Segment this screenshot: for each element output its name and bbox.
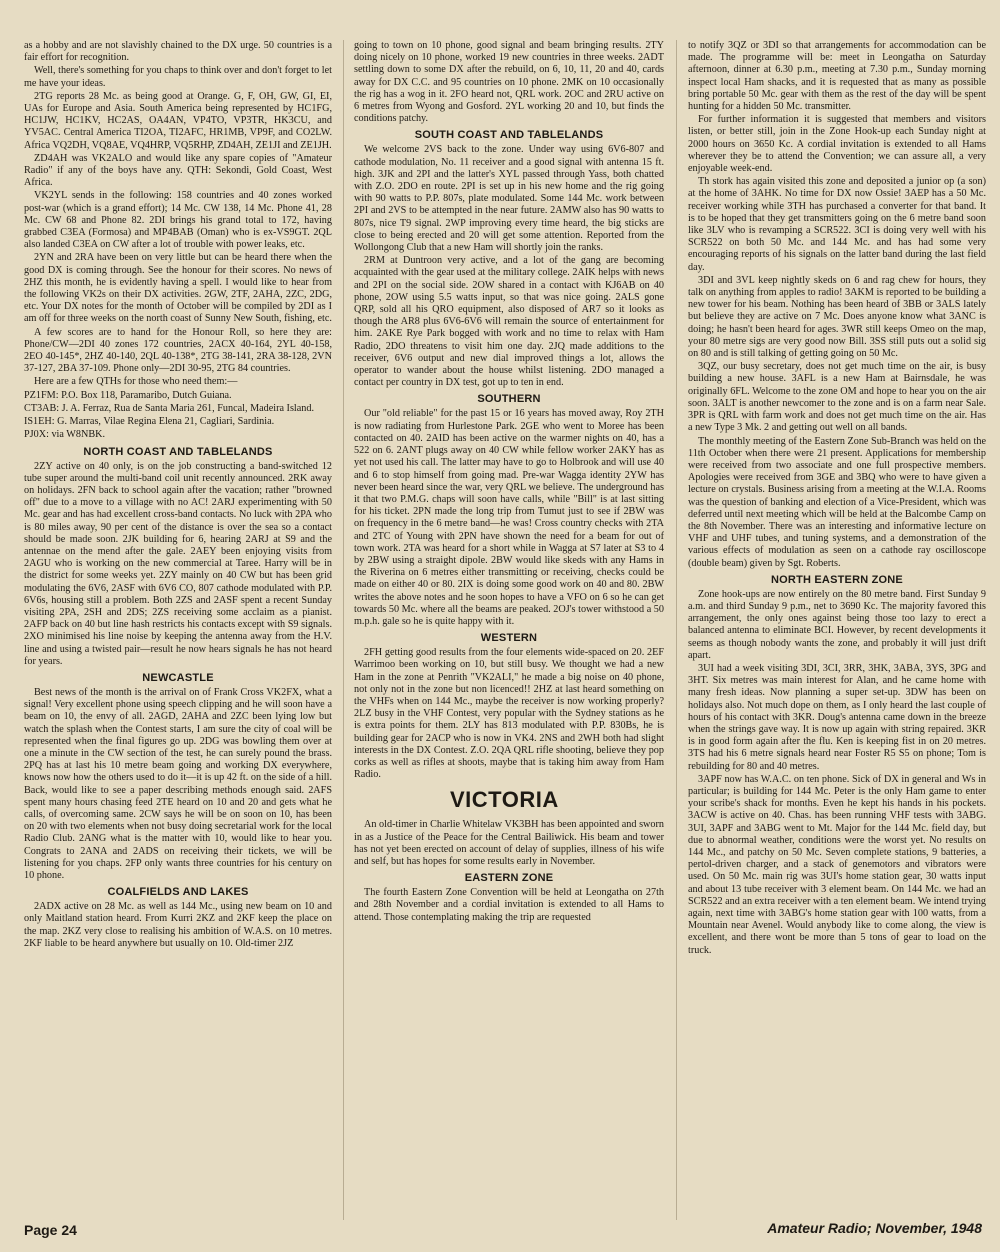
- paragraph: Best news of the month is the arrival on of Frank Cross VK2FX, what a signal! Very excellent phone using speech clipping and he will soon have a beam on 10, the envy of all. 2AGD, 2AHA and 2ZC been lying low but watch the splash when the Contest starts, I am sure the city of coal will be represented when the final figures go up. 2DG was bowling them over at one a minute in the CW section of the test, he can surely pound the brass. 2PQ has at last his 10 metre beam going and working DX everywhere, knows now how the others used to do it—it is up 42 ft. on the side of a hill. Back, would like to see a paper describing methods enough said. 2AFS spent many hours chasing feed 2TE heard on 10 and 20 and gets what he calls, of overcoming same. 2CW says he will be on soon on 10, has been on 20 with two elements when not busy doing secretarial work for the local Radio Club. 2ANG what is the matter with 10, would like to hear you. Congrats to 2ANA and 2ADS on receiving their tickets, we will be listening for you chaps. 2FP only wants three countries for his century on 10 phone.: [24, 686, 332, 881]
- paragraph: Th stork has again visited this zone and deposited a junior op (a son) at the home of 3AHK. No time for DX now Ossie! 3AEP has a 50 Mc. receiver working while 3TH has purchased a converter for that band. It is to be hoped that they get transmitters going on the 6 metre band soon like 3LV who is revamping a SCR522. 3CI is doing very well with his SCR522 on both 50 Mc. and 144 Mc. and has had some very encouraging reports of his signals on the latter band during the last field day.: [688, 176, 986, 273]
- section-heading: WESTERN: [480, 632, 538, 645]
- page-number: Page 24: [24, 1222, 77, 1238]
- qth-entry: PZ1FM: P.O. Box 118, Paramaribo, Dutch Guiana.: [24, 389, 232, 401]
- paragraph: 2YN and 2RA have been on very little but can be heard there when the good DX is coming through. See the honour for their scores. No news of 2HZ this month, he is evidently having a spell. I would like to hear from the following VK2s on their DX activities. 2GW, 2TF, 2AHA, 2ZC, 2DG, etc. Your DX notes for the month of October will be compiled by 2DI as I am off for three weeks on the north coast of Sunny New South, fishing, etc.: [24, 252, 332, 325]
- paragraph: 3QZ, our busy secretary, does not get much time on the air, is busy building a new house. 3AFL is a new Ham at Bairnsdale, he was originally 6FL. Welcome to the zone OM and hope to hear you on the air soon. 3ALT is another newcomer to the zone and is on a farm near Sale. 3PR is QRL with farm work and does not get much time on the air. Has a new Type 3 Mk. 2 and getting out well on all bands.: [688, 361, 986, 434]
- column-right: [688, 40, 986, 1220]
- paragraph: going to town on 10 phone, good signal and beam bringing results. 2TY doing nicely on 10 phone, worked 19 new countries in three weeks. 2ADT settling down to some DX after the rebuild, on 6, 10, 11, 20 and 40, cards away for DX C.C. and 95 countries on 10 phone. 2MK on 10 occasionally the rig has a wog in it. 2FO heard not, QRL work. 2OC and 2RU active on 6 metres from Wyong and Gosford. 2YL working 20 and 10, but finds the conditions patchy.: [354, 40, 664, 125]
- paragraph: We welcome 2VS back to the zone. Under way using 6V6-807 and cathode modulation, No. 11 receiver and a good signal with antenna 15 ft. high. 3JK and 2PI and the latter's XYL passed through Yass, both chatted with Z.O. 2DO en route. 2PI is set up in his new home and the rig going with 90 watts to P.P. 807s, plate modulated. Some 144 Mc. work between 2PI and 2VS to be attempted in the near future. 2AMW also has 90 watts to 807s, nice T9 signal. 2WP improving every time heard, the big sticks are close to being erected and 20 will get some attention. Reported from the Wollongong Club that a new Ham will shortly join the ranks.: [354, 144, 664, 254]
- section-heading: EASTERN ZONE: [464, 872, 554, 885]
- section-heading: NORTH EASTERN ZONE: [771, 573, 903, 586]
- paragraph: 2FH getting good results from the four elements wide-spaced on 20. 2EF Warrimoo been working on 10, but still busy. We thought we had a new Ham in the zone at Penrith "VK2ALI," he made a big noise on 40 phone, not only not in the zone but non licenced!! 2HZ at last heard something on the VHFs when on 144 Mc., maybe the receiver is now working properly? 2LZ busy in the VHF Contest, very popular with the Sydney stations as he is extra points for them. 2LY has 813 modulated with P.P. 830Bs, he is building gear for 2ACP who is now in VK4. 2NS and 2WH both had slight interests in the DX Contest. Z.O. 2QA QRL rifle shooting, believe they pop corks as well as rifles at shoots, maybe that is taking him away from Ham Radio.: [354, 647, 664, 781]
- paragraph: Zone hook-ups are now entirely on the 80 metre band. First Sunday 9 a.m. and third Sunday 9 p.m., net to 3690 Kc. The majority favored this arrangement, the only ones against being those too lazy to erect a balanced antenna to eliminate BCI. However, by recent developments it seems as though nobody wants the zone, and probably it will just drift apart.: [688, 588, 986, 661]
- section-heading: NORTH COAST AND TABLELANDS: [83, 445, 273, 458]
- paragraph: An old-timer in Charlie Whitelaw VK3BH has been appointed and sworn in as a Justice of the Peace for the Central Bailiwick. His beam and tower has not yet been erected on account of delay of supplies, illness of his wife and self, but has hopes for some results early in November.: [354, 819, 664, 867]
- paragraph: Well, there's something for you chaps to think over and don't forget to let me have your ideas.: [24, 65, 332, 89]
- paragraph: For further information it is suggested that members and visitors listen, or better still, join in the Zone Hook-up each Sunday night at 2000 hours on 3650 Kc. A cordial invitation is extended to all Hams wherever they be to attend the Convention; we can assure all, a very enjoyable week-end.: [688, 114, 986, 175]
- paragraph: The fourth Eastern Zone Convention will be held at Leongatha on 27th and 28th November and a cordial invitation is extended to all Hams to attend. Those contemplating making the trip are requested: [354, 887, 664, 923]
- paragraph: Here are a few QTHs for those who need them:—: [34, 376, 238, 388]
- qth-entry: CT3AB: J. A. Ferraz, Rua de Santa Maria 261, Funcal, Madeira Island.: [24, 402, 314, 414]
- paragraph: 3UI had a week visiting 3DI, 3CI, 3RR, 3HK, 3ABA, 3YS, 3PG and 3HT. Six metres was main interest for Alan, and he came home with many fresh ideas. Now planning a super set-up. 3DW has been on holidays also. Not much dope on them, as I only heard the last couple of hours of his contact with 3KR. Doug's antenna came down in the breeze when the strings gave way. It is now up again with string repaired. 3KR is in good form again after the flu. Ken is keeping fist in on 20 metres. 3TS had his 6 metre signals heard near Foster R5 S5 on phone; Tom is rebuilding for 80 and 40 metres.: [688, 662, 986, 772]
- qth-list: [24, 390, 332, 442]
- paragraph: as a hobby and are not slavishly chained to the DX urge. 50 countries is a fair effort for recognition.: [24, 40, 332, 64]
- paragraph: 3DI and 3VL keep nightly skeds on 6 and rag chew for hours, they talk on anything from apples to radio! 3AKM is reported to be building a new tower for his beam. Nothing has been heard of 3BB or 3ALS lately but believe they are active on 7 Mc. Does anyone know what 3ANC is doing; he hasn't been heard for ages. 3WR still keeps Omeo on the map, your 80 metre sigs are very good now Bill. 3SS still puts out a solid sig on 80 and is still talking of getting going on 50 Mc.: [688, 274, 986, 360]
- paragraph: 2ADX active on 28 Mc. as well as 144 Mc., using new beam on 10 and only Maitland station heard. From Kurri 2KZ and 2KF keep the place on the map. 2KZ very close to realising his ambition of W.A.S. on 10 metres. 2KF liable to be heard anywhere but usually on 10. Old-timer 2JZ: [24, 901, 332, 949]
- paragraph: 3APF now has W.A.C. on ten phone. Sick of DX in general and Ws in particular; is building for 144 Mc. Peter is the only Ham game to enter your scribe's shack for months. Even he kept his hands in his pockets. 3ACW is active on 40. Chas. has been running VHF tests with 3ABG. 3UI, 3APF and 3ABG went to Mt. Major for the 144 Mc. field day, but due to abnormal weather, conditions were the worst yet. No results on 144 Mc., and patchy on 50 Mc. Seven complete stations, 9 batteries, a pertol-driven charger, and a stack of genemotors and vibrators were used. On 50 Mc. main rig was 3UI's home station gear, 30 watts input and about 13 tube receiver with 3 element beam. On 144 Mc. we had an SCR522 and an extra receiver with a ten element beam. We intend trying again, next time with 3ABG's home station gear with 100 watts, from a Mountain near Avenel. Would anybody like to come along, the view is excellent, and there wont be more than 5 tons of gear to load on the truck.: [688, 773, 986, 956]
- paragraph: VK2YL sends in the following: 158 countries and 40 zones worked post-war (which is a grand effort); 14 Mc. CW 138, 14 Mc. Phone 41, 28 Mc. CW 68 and Phone 82. 2DI brings his grand total to 172, having grabbed C3EA (Formosa) and MP4BAB (Oman) who is ex-VS9GT. 2QL also landed C3EA on CW after a lot of trouble with power leaks, etc.: [24, 190, 332, 251]
- paragraph: 2RM at Duntroon very active, and a lot of the gang are becoming acquainted with the gear used at the military college. 2AIK helps with news and 2PI on the social side. 2OW shared in a contact with KJ6AB on 40 phone, 2OW using 5.5 watts input, so that was nice going. 2ALS gone QRP, sold all his QRO equipment, also disposed of AR7 so it looks as though the AR8 plus 6V6-6V6 will remain the source of entertainment for him. 2AKE Rye Park bogged with work and no time to relax with Ham Radio, 2DO threatens to visit him one day. 2JQ made additions to the receiver, 6V6 output and new dial improved things a lot, allows the operator to wander about the house whilst listening. 2DO managed a contact per country in DX test, got up to ten in end.: [354, 255, 664, 389]
- section-heading: NEWCASTLE: [142, 671, 214, 684]
- paragraph: 2ZY active on 40 only, is on the job constructing a band-switched 12 tube super around the multi-band coil unit recently announced. 2RK away on holidays. 2FN back to school again after the vacation; rather "browned off" due to a move to a village with no AC! 2ARJ experimenting with 50 Mc. gear and has had excellent cross-band contacts. No luck with 2PA who is 80 miles away, 90 per cent of the distance is over the sea so a contact should be made soon. 2JK building for 6, hearing 2ARJ at S9 and the antennae on the mend after the gale. 2AEY been enjoying visits from 2AGU who is working on the new commercial at Taree. Harry will be in the district for some weeks yet. 2ZY mainly on 40 CW but has been grid modulating the 6V6, 2ASF with 6V6 CO, 807 cathode modulated with P.P. 6V6s, housing still a problem. Both 2ZS and 2ASF spent a recent Sunday visiting 2PA, 2SH and 2DS; 2ZS receiving some acclaim as a pianist. 2AFP back on 40 but line hash restricts his contacts except with S9 signals. 2XO minimised his line noise by keeping the antenna away from the H.V. line and using a twisted pair—result he now hears signals he has not heard for years.: [24, 460, 332, 667]
- paragraph: to notify 3QZ or 3DI so that arrangements for accommodation can be made. The programme will be: meet in Leongatha on Saturday afternoon, dinner at 6.30 p.m., meeting at 7.30 p.m., Sunday morning inspect local Ham shacks, and it is requested that as many as possible bring portable 50 Mc. gear with them as the rest of the day will be spent hunting for a hidden 50 Mc. transmitter.: [688, 40, 986, 113]
- paragraph: ZD4AH was VK2ALO and would like any spare copies of "Amateur Radio" if any of the boys have any. QTH: Sekondi, Gold Coast, West Africa.: [24, 152, 332, 189]
- paragraph: Our "old reliable" for the past 15 or 16 years has moved away, Roy 2TH is now radiating from Hurlestone Park. 2GE who went to Moree has been contacted on 40. 2AID has been active on the warmer nights on 40, has a 522 on 6. 2ANT plugs away on 40 CW while fellow worker 2AKY has as yet not used his call. The latter may have to go to Holbrook and will use 40 and 6 to stop himself from going mad. Pre-war Wagga identity 2YW has never been heard since the war, very QRL we believe. The underground has it that two P.M.G. chaps will soon have calls, while "Bill" is at last sitting for his ticket. 2PN made the long trip from Tumut just to see if 2BW was on frequency in the 6 metre band—he was! Cross country checks with 2TA and 2TC of Young with 2PN have shown the need for a beam for out of town work. 2TA was heard for a short while in Wagga at S7 later at S3 to 4 by 2BW using a straight dipole. 2BW would like skeds with any Hams in the Riverina on 6 metres either transmitting or receiving, checks could be made on either 40 or 80. 2IX is doing some good work on 40 and 80. 2BW writes the above notes and he soon hopes to have a VFO on 6 so he can get towards 50 Mc. where all the beams are peaked. 2OJ's tower withstood a 50 m.p.h. gale so he is quite happy with it.: [354, 408, 664, 627]
- column-left: [24, 40, 332, 1220]
- state-heading-victoria: VICTORIA: [450, 787, 559, 813]
- column-divider: [343, 40, 344, 1220]
- section-heading: SOUTH COAST AND TABLELANDS: [414, 129, 604, 142]
- section-heading: SOUTHERN: [477, 393, 541, 406]
- qth-entry: IS1EH: G. Marras, Vilae Regina Elena 21, Cagliari, Sardinia.: [24, 416, 275, 428]
- column-divider: [676, 40, 677, 1220]
- paragraph: The monthly meeting of the Eastern Zone Sub-Branch was held on the 11th October when there were 21 present. Applications for membership were received from two associate and one full prospective members. Apologies were received from 3GE and 3BQ who were to have given a lecture on crystals. Business arising from a meeting at the W.I.A. Rooms was the question of banking and election of a Vice-President, which was deferred until next meeting which will be held at the Balcombe Camp on the 8th November. There was an interesting and informative lecture on VHF and UHF tubes, and tuning systems, and a demonstration of the various effects of modulation as seen on a cathode ray oscilloscope (double beam) given by Sgt. Roberts.: [688, 435, 986, 569]
- section-heading: COALFIELDS AND LAKES: [107, 886, 249, 899]
- paragraph: 2TG reports 28 Mc. as being good at Orange. G, F, OH, GW, GI, EI, UAs for Europe and Asia. South America being represented by HC1FG, HC1JW, HC1KV, HC2AS, OA4AN, VP4TO, VP3TR, HK3CU, and YV5AC. Central America TI2OA, TI2AFC, HR1MB, VP9F, and CO2LW. Africa VQ2DH, VQ8AE, VQ4HRP, VQ5RHP, ZD4AH, ZE1JI and ZE1JH.: [24, 90, 332, 151]
- paragraph: A few scores are to hand for the Honour Roll, so here they are: Phone/CW—2DI 40 zones 172 countries, 2ACX 40-164, 2YL 40-158, 2EO 40-145*, 2HZ 40-140, 2QL 40-138*, 2TG 38-141, 2RA 38-128, 2VN 37-127, 2BA 37-109. Phone only—2DI 30-95, 2TG 84 countries.: [24, 326, 332, 375]
- masthead-footer: Amateur Radio; November, 1948: [767, 1220, 982, 1236]
- column-middle: [354, 40, 664, 1220]
- qth-entry: PJ0X: via W8NBK.: [24, 429, 106, 441]
